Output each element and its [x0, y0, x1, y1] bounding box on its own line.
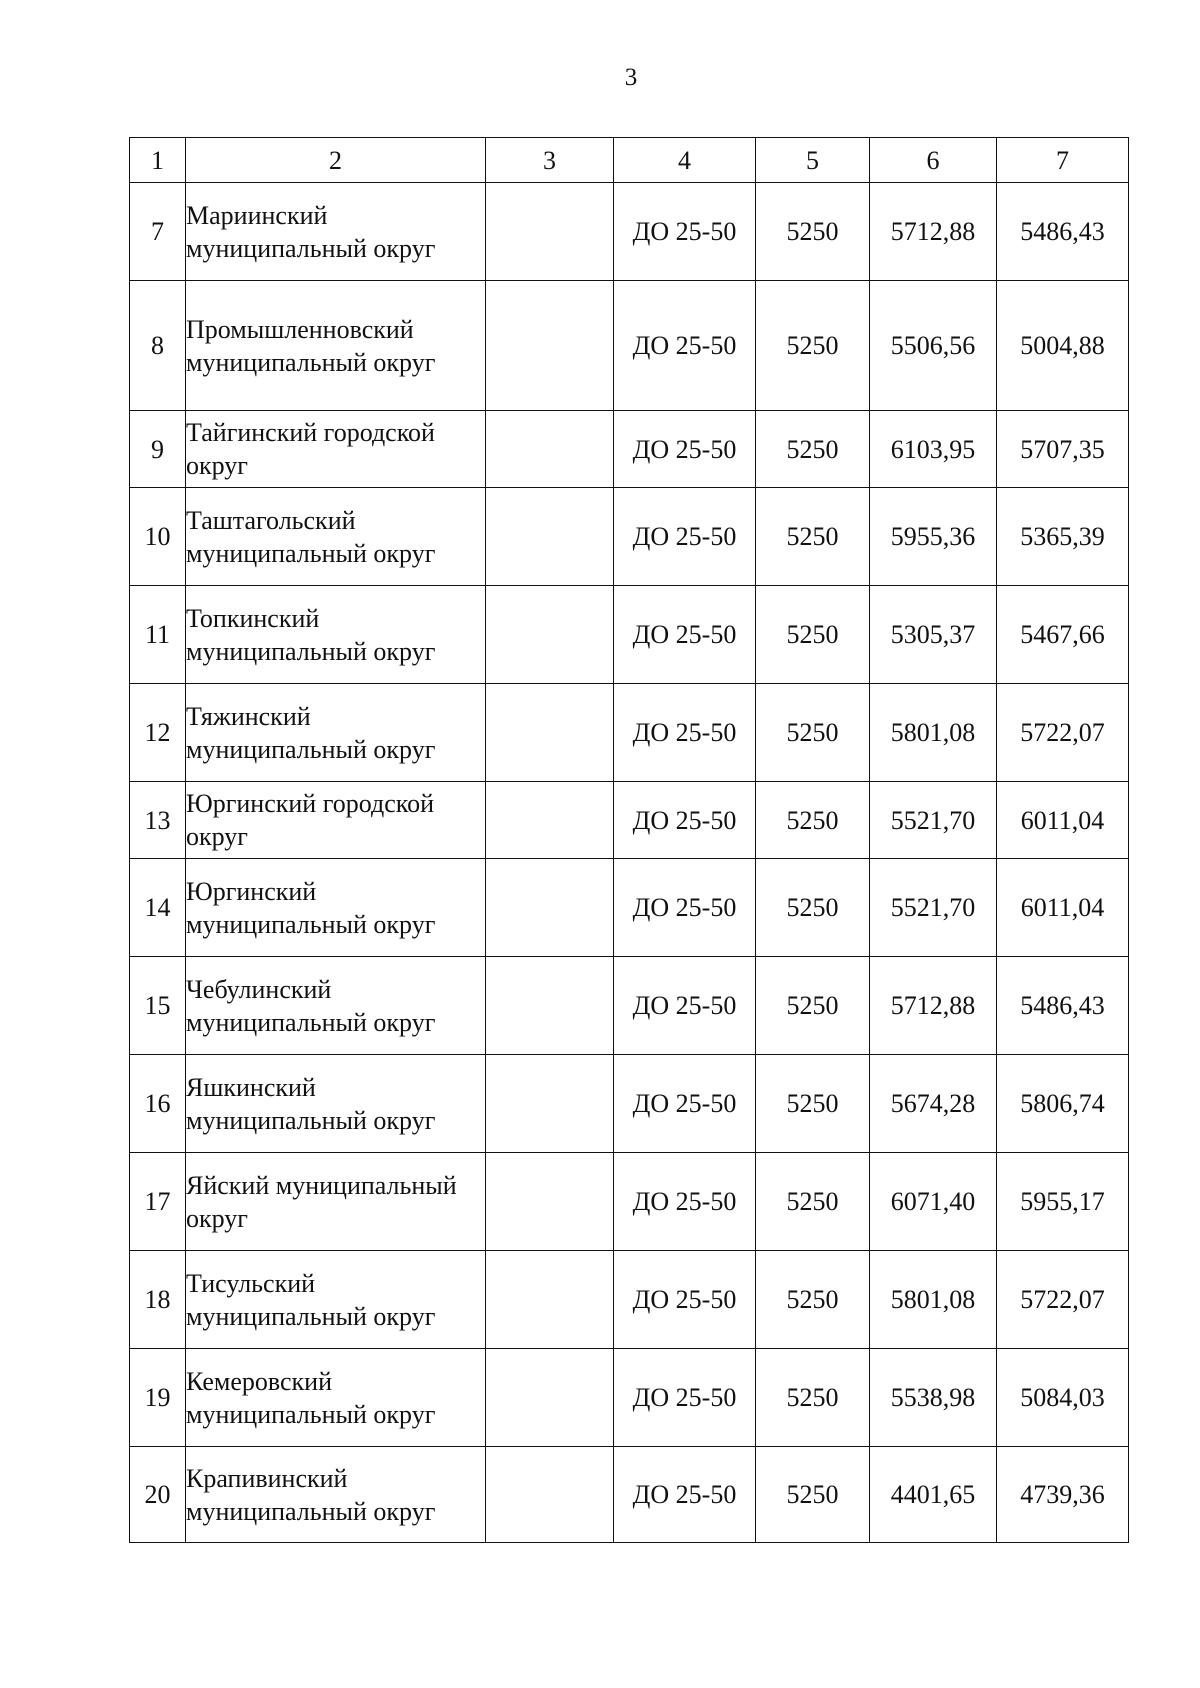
value-cell-6: 5506,56: [870, 281, 997, 411]
code-cell: ДО 25-50: [614, 411, 756, 488]
value-cell-7: 5707,35: [997, 411, 1129, 488]
table-row: [130, 859, 1129, 957]
value-cell-5: 5250: [756, 1153, 870, 1251]
row-number: 8: [130, 281, 186, 411]
value-cell-5: 5250: [756, 488, 870, 586]
value-cell-5: 5250: [756, 586, 870, 684]
row-number: 9: [130, 411, 186, 488]
municipality-name: Топкинский муниципальный округ: [186, 586, 486, 684]
empty-cell: [486, 859, 614, 957]
value-cell-7: 5084,03: [997, 1349, 1129, 1447]
code-cell: ДО 25-50: [614, 1055, 756, 1153]
table-row: [130, 1251, 1129, 1349]
municipality-name: Мариинский муниципальный округ: [186, 183, 486, 281]
row-number: 12: [130, 684, 186, 782]
value-cell-5: 5250: [756, 183, 870, 281]
table-row: [130, 1349, 1129, 1447]
code-cell: ДО 25-50: [614, 488, 756, 586]
empty-cell: [486, 1153, 614, 1251]
value-cell-7: 5955,17: [997, 1153, 1129, 1251]
value-cell-7: 5467,66: [997, 586, 1129, 684]
row-number: 13: [130, 782, 186, 859]
table-row: [130, 281, 1129, 411]
row-number: 7: [130, 183, 186, 281]
municipality-name: Юргинский городской округ: [186, 782, 486, 859]
empty-cell: [486, 1055, 614, 1153]
municipality-name: Крапивинский муниципальный округ: [186, 1447, 486, 1543]
row-number: 11: [130, 586, 186, 684]
value-cell-5: 5250: [756, 281, 870, 411]
code-cell: ДО 25-50: [614, 586, 756, 684]
column-header: 5: [756, 138, 870, 183]
municipality-name: Таштагольский муниципальный округ: [186, 488, 486, 586]
municipality-name: Чебулинский муниципальный округ: [186, 957, 486, 1055]
empty-cell: [486, 782, 614, 859]
value-cell-6: 5521,70: [870, 782, 997, 859]
value-cell-5: 5250: [756, 1349, 870, 1447]
empty-cell: [486, 684, 614, 782]
row-number: 18: [130, 1251, 186, 1349]
empty-cell: [486, 281, 614, 411]
value-cell-7: 6011,04: [997, 782, 1129, 859]
value-cell-6: 5538,98: [870, 1349, 997, 1447]
municipality-name: Тисульский муниципальный округ: [186, 1251, 486, 1349]
value-cell-5: 5250: [756, 782, 870, 859]
empty-cell: [486, 1251, 614, 1349]
value-cell-7: 5365,39: [997, 488, 1129, 586]
code-cell: ДО 25-50: [614, 684, 756, 782]
code-cell: ДО 25-50: [614, 859, 756, 957]
value-cell-5: 5250: [756, 411, 870, 488]
table-row: [130, 586, 1129, 684]
table-row: [130, 183, 1129, 281]
row-number: 16: [130, 1055, 186, 1153]
row-number: 17: [130, 1153, 186, 1251]
table-row: [130, 1153, 1129, 1251]
value-cell-7: 5486,43: [997, 183, 1129, 281]
column-header: 2: [186, 138, 486, 183]
value-cell-6: 5712,88: [870, 957, 997, 1055]
value-cell-6: 6103,95: [870, 411, 997, 488]
value-cell-5: 5250: [756, 859, 870, 957]
code-cell: ДО 25-50: [614, 1251, 756, 1349]
value-cell-7: 5806,74: [997, 1055, 1129, 1153]
table-row: [130, 782, 1129, 859]
value-cell-5: 5250: [756, 957, 870, 1055]
empty-cell: [486, 586, 614, 684]
municipality-name: Кемеровский муниципальный округ: [186, 1349, 486, 1447]
column-header: 4: [614, 138, 756, 183]
code-cell: ДО 25-50: [614, 281, 756, 411]
municipality-name: Тяжинский муниципальный округ: [186, 684, 486, 782]
code-cell: ДО 25-50: [614, 1447, 756, 1543]
value-cell-7: 5722,07: [997, 684, 1129, 782]
value-cell-7: 6011,04: [997, 859, 1129, 957]
column-header: 3: [486, 138, 614, 183]
value-cell-6: 6071,40: [870, 1153, 997, 1251]
page-number: 3: [624, 64, 638, 91]
empty-cell: [486, 1349, 614, 1447]
value-cell-6: 5801,08: [870, 1251, 997, 1349]
empty-cell: [486, 411, 614, 488]
table-row: [130, 684, 1129, 782]
municipality-name: Промышленновский муниципальный округ: [186, 281, 486, 411]
value-cell-5: 5250: [756, 1055, 870, 1153]
empty-cell: [486, 183, 614, 281]
value-cell-6: 5955,36: [870, 488, 997, 586]
value-cell-6: 5521,70: [870, 859, 997, 957]
data-table: [129, 137, 1129, 1543]
header-row: [130, 138, 1129, 183]
row-number: 14: [130, 859, 186, 957]
value-cell-6: 5305,37: [870, 586, 997, 684]
empty-cell: [486, 957, 614, 1055]
table-row: [130, 1055, 1129, 1153]
value-cell-7: 5722,07: [997, 1251, 1129, 1349]
municipality-name: Тайгинский городской округ: [186, 411, 486, 488]
row-number: 19: [130, 1349, 186, 1447]
municipality-name: Юргинский муниципальный округ: [186, 859, 486, 957]
empty-cell: [486, 488, 614, 586]
code-cell: ДО 25-50: [614, 1153, 756, 1251]
table-row: [130, 957, 1129, 1055]
value-cell-6: 5712,88: [870, 183, 997, 281]
value-cell-6: 4401,65: [870, 1447, 997, 1543]
code-cell: ДО 25-50: [614, 1349, 756, 1447]
value-cell-7: 4739,36: [997, 1447, 1129, 1543]
table-row: [130, 411, 1129, 488]
value-cell-7: 5004,88: [997, 281, 1129, 411]
row-number: 15: [130, 957, 186, 1055]
value-cell-7: 5486,43: [997, 957, 1129, 1055]
table-row: [130, 488, 1129, 586]
column-header: 1: [130, 138, 186, 183]
value-cell-5: 5250: [756, 1447, 870, 1543]
column-header: 7: [997, 138, 1129, 183]
empty-cell: [486, 1447, 614, 1543]
value-cell-5: 5250: [756, 684, 870, 782]
column-header: 6: [870, 138, 997, 183]
code-cell: ДО 25-50: [614, 183, 756, 281]
code-cell: ДО 25-50: [614, 957, 756, 1055]
municipality-name: Яшкинский муниципальный округ: [186, 1055, 486, 1153]
row-number: 20: [130, 1447, 186, 1543]
code-cell: ДО 25-50: [614, 782, 756, 859]
row-number: 10: [130, 488, 186, 586]
value-cell-6: 5674,28: [870, 1055, 997, 1153]
value-cell-6: 5801,08: [870, 684, 997, 782]
value-cell-5: 5250: [756, 1251, 870, 1349]
municipality-name: Яйский муниципальный округ: [186, 1153, 486, 1251]
table-row: [130, 1447, 1129, 1543]
